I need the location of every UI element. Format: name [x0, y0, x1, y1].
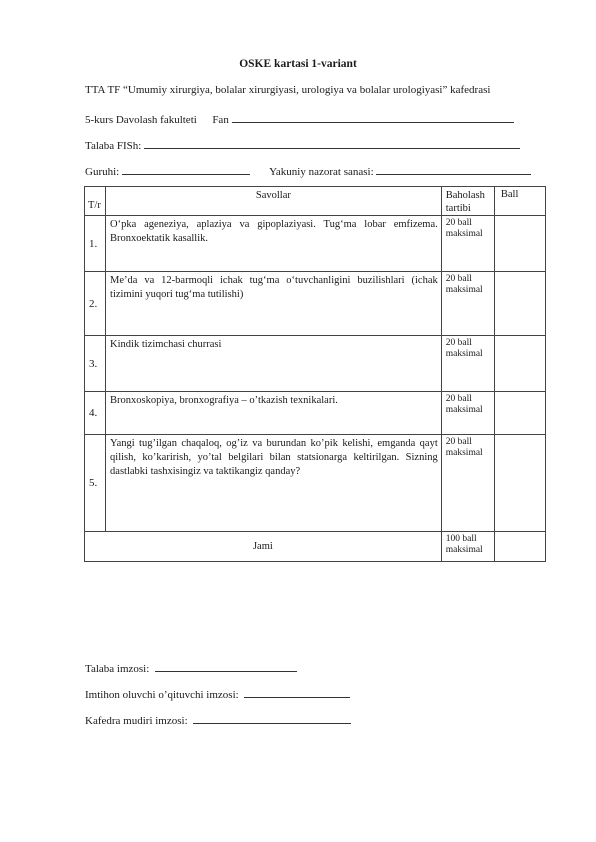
row-grading: 20 ball maksimal — [441, 216, 494, 272]
group-blank-field[interactable] — [122, 163, 250, 175]
row-score-cell[interactable] — [494, 435, 545, 532]
row-number: 5. — [85, 435, 106, 532]
row-question: Bronxoskopiya, bronxografiya – o’tkazish texnikalari. — [106, 392, 442, 435]
row-grading: 20 ball maksimal — [441, 272, 494, 336]
student-name-blank-field[interactable] — [144, 137, 520, 149]
row-grading: 20 ball maksimal — [441, 392, 494, 435]
examiner-signature-line — [85, 686, 350, 701]
row-number: 1. — [85, 216, 106, 272]
student-line — [85, 137, 520, 152]
page-title: OSKE kartasi 1-variant — [239, 58, 357, 70]
row-grading: 20 ball maksimal — [441, 435, 494, 532]
row-question: O‘pka ageneziya, aplaziya va gipoplaziyasi. Tug‘ma lobar emfizema. Bronxoektatik kasallik. — [106, 216, 442, 272]
examiner-signature-label: Imtihon oluvchi o’qituvchi imzosi: — [85, 689, 239, 701]
questions-table — [84, 186, 546, 562]
total-label: Jami — [85, 532, 442, 562]
header-questions: Savollar — [106, 187, 442, 216]
total-grading: 100 ball maksimal — [441, 532, 494, 562]
table-row — [85, 336, 546, 392]
department-text: TTA TF “Umumiy xirurgiya, bolalar xirurgiyasi, urologiya va bolalar urologiyasi” kafedrasi — [85, 84, 491, 96]
row-grading: 20 ball maksimal — [441, 336, 494, 392]
student-signature-label: Talaba imzosi: — [85, 663, 150, 675]
header-score: Ball — [494, 187, 545, 216]
row-question: Me’da va 12-barmoqli ichak tug‘ma o‘tuvchanligini buzilishlari (ichak tizimini yuqori tug‘ma tutilishi) — [106, 272, 442, 336]
row-score-cell[interactable] — [494, 216, 545, 272]
total-score-cell[interactable] — [494, 532, 545, 562]
head-signature-line — [85, 712, 351, 727]
row-question: Kindik tizimchasi churrasi — [106, 336, 442, 392]
group-label: Guruhi: — [85, 166, 120, 178]
table-row — [85, 392, 546, 435]
student-signature-blank[interactable] — [155, 660, 297, 672]
exam-date-label: Yakuniy nazorat sanasi: — [269, 166, 374, 178]
exam-date-blank-field[interactable] — [376, 163, 531, 175]
head-signature-blank[interactable] — [193, 712, 351, 724]
student-signature-line — [85, 660, 297, 675]
table-row — [85, 216, 546, 272]
examiner-signature-blank[interactable] — [244, 686, 350, 698]
table-row — [85, 272, 546, 336]
row-number: 3. — [85, 336, 106, 392]
table-row — [85, 435, 546, 532]
row-question: Yangi tug’ilgan chaqaloq, og’iz va burundan ko’pik kelishi, emganda qayt qilish, ko’karirish, yo’tal belgilari bilan statsionarga keltirilgan. Sizning dastlabki tashxisingiz va taktikangiz qanday? — [106, 435, 442, 532]
student-label: Talaba FISh: — [85, 140, 142, 152]
group-date-line — [85, 163, 531, 178]
course-subject-line — [85, 111, 514, 126]
header-grading: Baholash tartibi — [441, 187, 494, 216]
row-number: 2. — [85, 272, 106, 336]
course-faculty-text: 5-kurs Davolash fakulteti — [85, 114, 197, 126]
row-score-cell[interactable] — [494, 272, 545, 336]
table-header-row — [85, 187, 546, 216]
department-line — [85, 84, 490, 96]
row-number: 4. — [85, 392, 106, 435]
head-signature-label: Kafedra mudiri imzosi: — [85, 715, 188, 727]
subject-label: Fan — [212, 114, 229, 126]
total-row — [85, 532, 546, 562]
row-score-cell[interactable] — [494, 336, 545, 392]
subject-blank-field[interactable] — [232, 111, 514, 123]
header-number: T/r — [85, 187, 106, 216]
row-score-cell[interactable] — [494, 392, 545, 435]
